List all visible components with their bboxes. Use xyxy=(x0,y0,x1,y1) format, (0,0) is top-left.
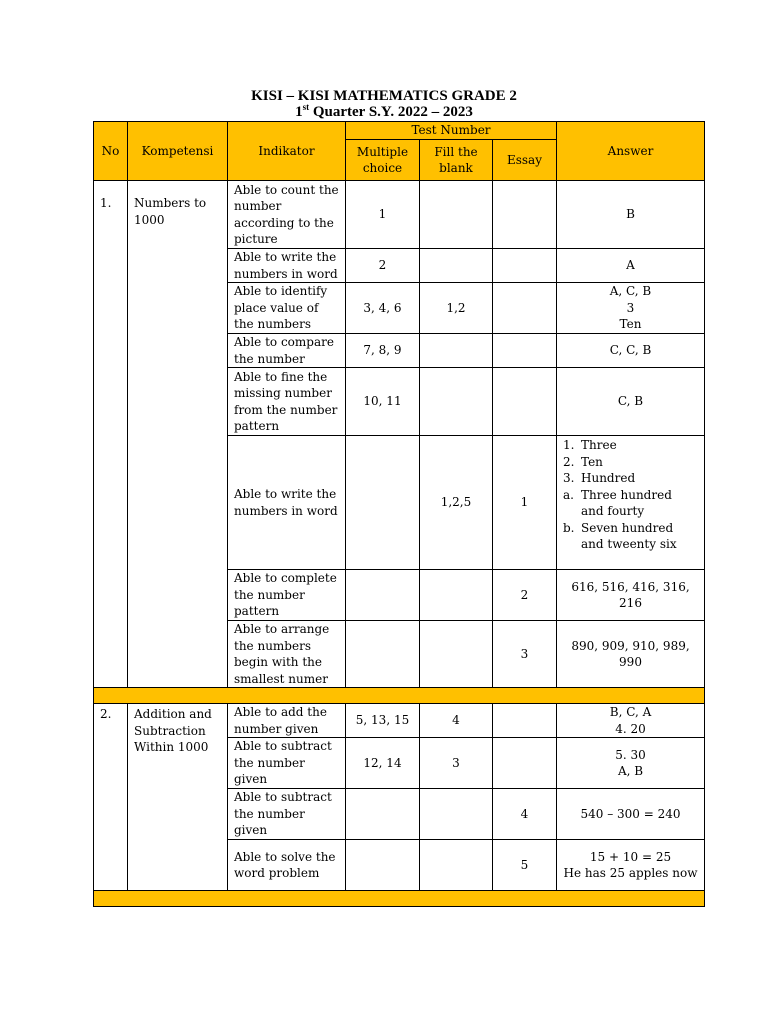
essay-cell xyxy=(493,704,557,738)
fill-blank-cell: 1,2 xyxy=(420,283,493,334)
header-fill-blank: Fill the blank xyxy=(420,140,493,181)
answer-cell xyxy=(557,570,705,621)
answer-list-text: Seven hundred and tweenty six xyxy=(581,520,677,551)
answer-line: 5. 30 xyxy=(615,747,646,762)
answer-line: 15 + 10 = 25 xyxy=(589,849,672,864)
fill-blank-cell xyxy=(420,334,493,368)
multiple-choice-cell xyxy=(346,789,420,840)
indikator-cell: Able to subtract the number given xyxy=(228,789,346,840)
answer-list-marker: 3. xyxy=(563,471,575,485)
answer-list-text: Three hundred and fourty xyxy=(581,487,672,518)
essay-cell xyxy=(493,738,557,789)
essay-cell: 3 xyxy=(493,621,557,688)
fill-blank-cell: 1,2,5 xyxy=(420,436,493,570)
document-subtitle xyxy=(0,104,768,120)
multiple-choice-cell: 3, 4, 6 xyxy=(346,283,420,334)
multiple-choice-cell: 12, 14 xyxy=(346,738,420,789)
answer-list-item xyxy=(563,437,698,454)
multiple-choice-cell: 7, 8, 9 xyxy=(346,334,420,368)
multiple-choice-cell: 2 xyxy=(346,249,420,283)
separator-cell xyxy=(94,688,705,704)
multiple-choice-cell xyxy=(346,840,420,891)
multiple-choice-cell: 1 xyxy=(346,181,420,249)
answer-line: B xyxy=(626,207,635,222)
answer-line: B, C, A xyxy=(609,705,652,719)
section-number: 2. xyxy=(94,704,128,891)
fill-blank-cell xyxy=(420,181,493,249)
section-kompetensi: Numbers to 1000 xyxy=(128,181,228,688)
answer-cell xyxy=(557,789,705,840)
quarter-number: 1 xyxy=(295,104,303,120)
indikator-cell: Able to count the number according to the picture xyxy=(228,181,346,249)
multiple-choice-cell: 10, 11 xyxy=(346,368,420,436)
header-essay: Essay xyxy=(493,140,557,181)
essay-cell: 1 xyxy=(493,436,557,570)
multiple-choice-cell xyxy=(346,621,420,688)
fill-blank-cell xyxy=(420,789,493,840)
header-indikator: Indikator xyxy=(228,122,346,181)
table-row xyxy=(94,181,705,249)
answer-list xyxy=(563,437,698,553)
answer-line: 540 – 300 = 240 xyxy=(580,806,681,821)
answer-line: C, C, B xyxy=(609,343,652,358)
answer-line: A xyxy=(626,258,635,273)
answer-list-marker: 2. xyxy=(563,454,575,469)
answer-list-text: Ten xyxy=(581,454,603,469)
multiple-choice-cell xyxy=(346,570,420,621)
answer-line: 3 xyxy=(626,300,635,315)
fill-blank-cell xyxy=(420,621,493,688)
fill-blank-cell: 3 xyxy=(420,738,493,789)
header-kompetensi: Kompetensi xyxy=(128,122,228,181)
answer-cell xyxy=(557,181,705,249)
essay-cell: 2 xyxy=(493,570,557,621)
answer-line: 616, 516, 416, 316, 216 xyxy=(571,579,690,610)
quarter-ordinal: st xyxy=(302,102,310,112)
essay-cell xyxy=(493,181,557,249)
multiple-choice-cell xyxy=(346,436,420,570)
document-title: KISI – KISI MATHEMATICS GRADE 2 xyxy=(251,88,517,104)
answer-cell xyxy=(557,283,705,334)
essay-cell xyxy=(493,334,557,368)
answer-list-item xyxy=(563,520,698,553)
answer-line: 4. 20 xyxy=(615,721,646,736)
answer-cell xyxy=(557,621,705,688)
answer-list-text: Three xyxy=(581,438,617,452)
section-kompetensi: Addition and Subtraction Within 1000 xyxy=(128,704,228,891)
answer-cell xyxy=(557,704,705,738)
answer-line: A, B xyxy=(617,764,644,778)
answer-line: C, B xyxy=(617,394,644,409)
kisi-table xyxy=(93,121,705,907)
answer-cell xyxy=(557,368,705,436)
essay-cell xyxy=(493,368,557,436)
answer-list-item xyxy=(563,487,698,520)
fill-blank-cell: 4 xyxy=(420,704,493,738)
essay-cell: 4 xyxy=(493,789,557,840)
separator-cell xyxy=(94,891,705,907)
answer-cell xyxy=(557,334,705,368)
answer-line: 890, 909, 910, 989, 990 xyxy=(571,638,690,669)
section-number: 1. xyxy=(94,181,128,688)
indikator-cell: Able to subtract the number given xyxy=(228,738,346,789)
indikator-cell: Able to write the numbers in word xyxy=(228,249,346,283)
indikator-cell: Able to compare the number xyxy=(228,334,346,368)
fill-blank-cell xyxy=(420,368,493,436)
quarter-text: Quarter S.Y. 2022 – 2023 xyxy=(309,104,473,120)
answer-cell xyxy=(557,738,705,789)
header-no: No xyxy=(94,122,128,181)
answer-cell xyxy=(557,840,705,891)
essay-cell: 5 xyxy=(493,840,557,891)
fill-blank-cell xyxy=(420,249,493,283)
essay-cell xyxy=(493,249,557,283)
fill-blank-cell xyxy=(420,840,493,891)
table-row xyxy=(94,704,705,738)
essay-cell xyxy=(493,283,557,334)
fill-blank-cell xyxy=(420,570,493,621)
answer-list-marker: 1. xyxy=(563,438,575,452)
indikator-cell: Able to add the number given xyxy=(228,704,346,738)
indikator-cell: Able to fine the missing number from the number pattern xyxy=(228,368,346,436)
header-answer: Answer xyxy=(557,122,705,181)
answer-list-item xyxy=(563,454,698,471)
section-separator xyxy=(94,688,705,704)
answer-line: He has 25 apples now xyxy=(563,866,698,880)
answer-cell xyxy=(557,436,705,570)
header-test-number: Test Number xyxy=(346,122,557,140)
answer-line: A, C, B xyxy=(609,284,652,299)
header-multiple-choice: Multiple choice xyxy=(346,140,420,181)
answer-list-item xyxy=(563,470,698,487)
indikator-cell: Able to arrange the numbers begin with the smallest numer xyxy=(228,621,346,688)
indikator-cell: Able to write the numbers in word xyxy=(228,436,346,570)
section-separator xyxy=(94,891,705,907)
indikator-cell: Able to complete the number pattern xyxy=(228,570,346,621)
indikator-cell: Able to identify place value of the numbers xyxy=(228,283,346,334)
answer-list-marker: a. xyxy=(563,487,574,502)
answer-line: Ten xyxy=(619,317,642,332)
answer-list-text: Hundred xyxy=(581,471,636,485)
answer-cell xyxy=(557,249,705,283)
multiple-choice-cell: 5, 13, 15 xyxy=(346,704,420,738)
answer-list-marker: b. xyxy=(563,520,575,535)
indikator-cell: Able to solve the word problem xyxy=(228,840,346,891)
